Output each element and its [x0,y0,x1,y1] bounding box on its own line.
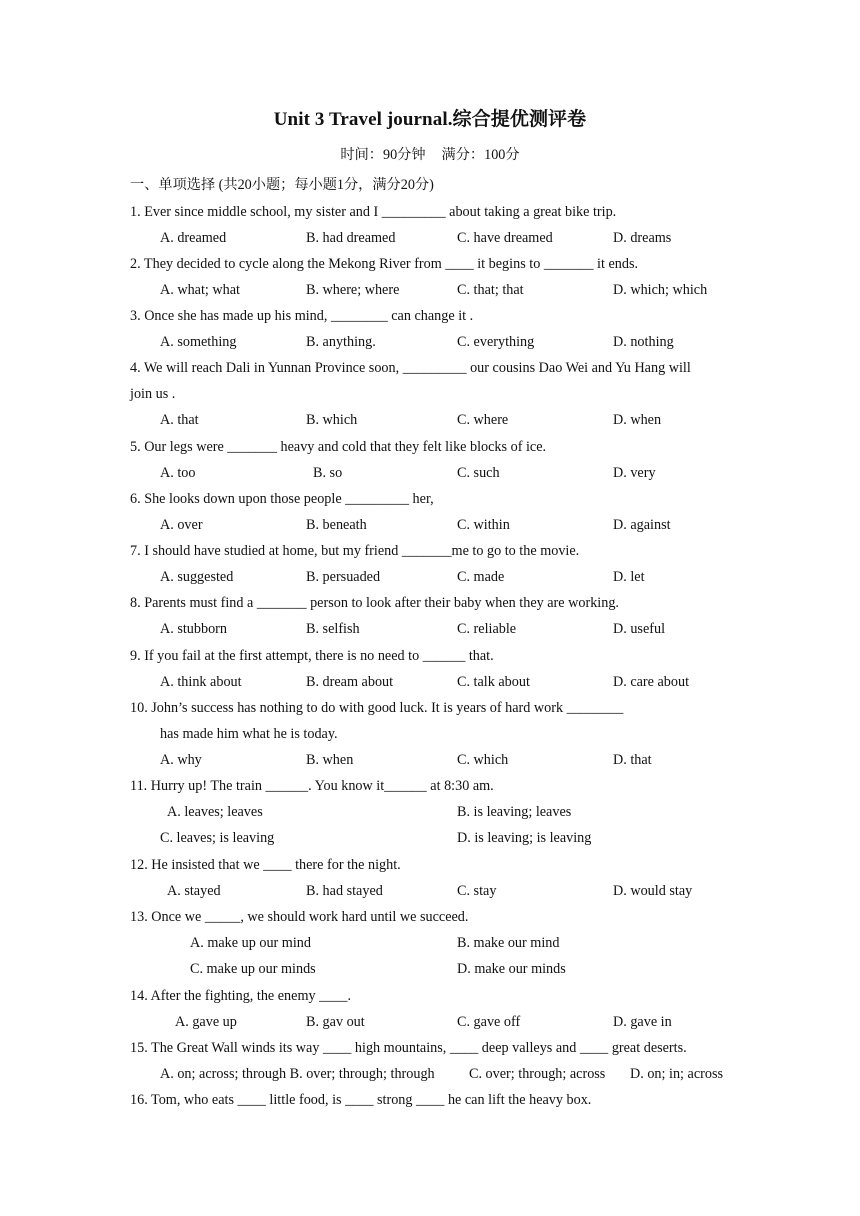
option: D. gave in [613,1014,672,1030]
option: C. everything [457,334,535,350]
question-stem: 13. Once we _____, we should work hard until we succeed. [130,909,469,925]
option: C. over; through; across [469,1066,606,1082]
option: D. nothing [613,334,674,350]
time-limit: 时间：90分钟 [340,147,426,163]
option: D. on; in; across [630,1066,723,1082]
question-stem: 7. I should have studied at home, but my friend _______me to go to the movie. [130,543,580,559]
option: D. care about [613,674,690,690]
option: D. dreams [613,230,672,246]
option: D. useful [613,621,666,637]
option: A. too [160,465,196,481]
question-stem: 12. He insisted that we ____ there for the night. [130,857,401,873]
question-stem: 4. We will reach Dali in Yunnan Province soon, _________ our cousins Dao Wei and Yu Hang will [130,360,691,376]
option: D. which; which [613,282,708,298]
option: A. stayed [167,883,221,899]
question-stem: 6. She looks down upon those people _________ her, [130,491,434,507]
option: C. leaves; is leaving [160,830,275,846]
question-stem: 5. Our legs were _______ heavy and cold that they felt like blocks of ice. [130,439,547,455]
option: A. make up our mind [190,935,311,951]
question-stem: 16. Tom, who eats ____ little food, is ____ strong ____ he can lift the heavy box. [130,1092,592,1108]
option: B. gav out [306,1014,365,1030]
question-stem: 14. After the fighting, the enemy ____. [130,988,352,1004]
option: A. over [160,517,203,533]
option: B. when [306,752,354,768]
option: C. have dreamed [457,230,553,246]
option: C. within [457,517,510,533]
question-stem: 10. John’s success has nothing to do with good luck. It is years of hard work ________ [130,700,624,716]
option: B. anything. [306,334,376,350]
option: C. where [457,412,509,428]
question-stem-continuation: has made him what he is today. [160,726,338,742]
option: C. make up our minds [190,961,316,977]
option: B. make our mind [457,935,560,951]
option: A. dreamed [160,230,227,246]
option: D. when [613,412,662,428]
option: C. stay [457,883,497,899]
exam-meta [0,144,860,164]
full-score: 满分：100分 [441,147,520,163]
option: C. which [457,752,509,768]
question-stem: 9. If you fail at the first attempt, there is no need to ______ that. [130,648,494,664]
question-stem: 2. They decided to cycle along the Mekong River from ____ it begins to _______ it ends. [130,256,639,272]
option: A. leaves; leaves [167,804,263,820]
option: B. beneath [306,517,367,533]
option: B. persuaded [306,569,381,585]
option: A. suggested [160,569,234,585]
option: A. what; what [160,282,240,298]
option: B. had stayed [306,883,383,899]
option: D. make our minds [457,961,566,977]
option: B. where; where [306,282,400,298]
option: D. let [613,569,645,585]
option: D. against [613,517,671,533]
question-stem: 1. Ever since middle school, my sister and I _________ about taking a great bike trip. [130,204,617,220]
option: D. would stay [613,883,693,899]
page-title: Unit 3 Travel journal.综合提优测评卷 [273,109,587,130]
option: A. why [160,752,202,768]
question-stem: 8. Parents must find a _______ person to look after their baby when they are working. [130,595,619,611]
option: D. that [613,752,652,768]
question-stem: 15. The Great Wall winds its way ____ high mountains, ____ deep valleys and ____ great deserts. [130,1040,687,1056]
option: C. gave off [457,1014,521,1030]
option: A. gave up [175,1014,237,1030]
question-stem: 11. Hurry up! The train ______. You know it______ at 8:30 am. [130,778,494,794]
option: B. selfish [306,621,360,637]
option: B. so [313,465,343,481]
option: A. something [160,334,237,350]
option: B. dream about [306,674,394,690]
option: A. that [160,412,199,428]
option: D. is leaving; is leaving [457,830,592,846]
option: A. think about [160,674,242,690]
option: D. very [613,465,656,481]
option: B. had dreamed [306,230,396,246]
option: B. is leaving; leaves [457,804,572,820]
option: C. made [457,569,505,585]
option: A. on; across; through B. over; through; through [160,1066,435,1082]
option: C. that; that [457,282,524,298]
option: C. talk about [457,674,530,690]
section-heading: 一、单项选择 (共20小题；每小题1分，满分20分) [130,177,434,193]
question-stem: 3. Once she has made up his mind, ________ can change it . [130,308,474,324]
question-stem-continuation: join us . [130,386,176,402]
option: A. stubborn [160,621,227,637]
option: B. which [306,412,358,428]
option: C. such [457,465,500,481]
option: C. reliable [457,621,517,637]
